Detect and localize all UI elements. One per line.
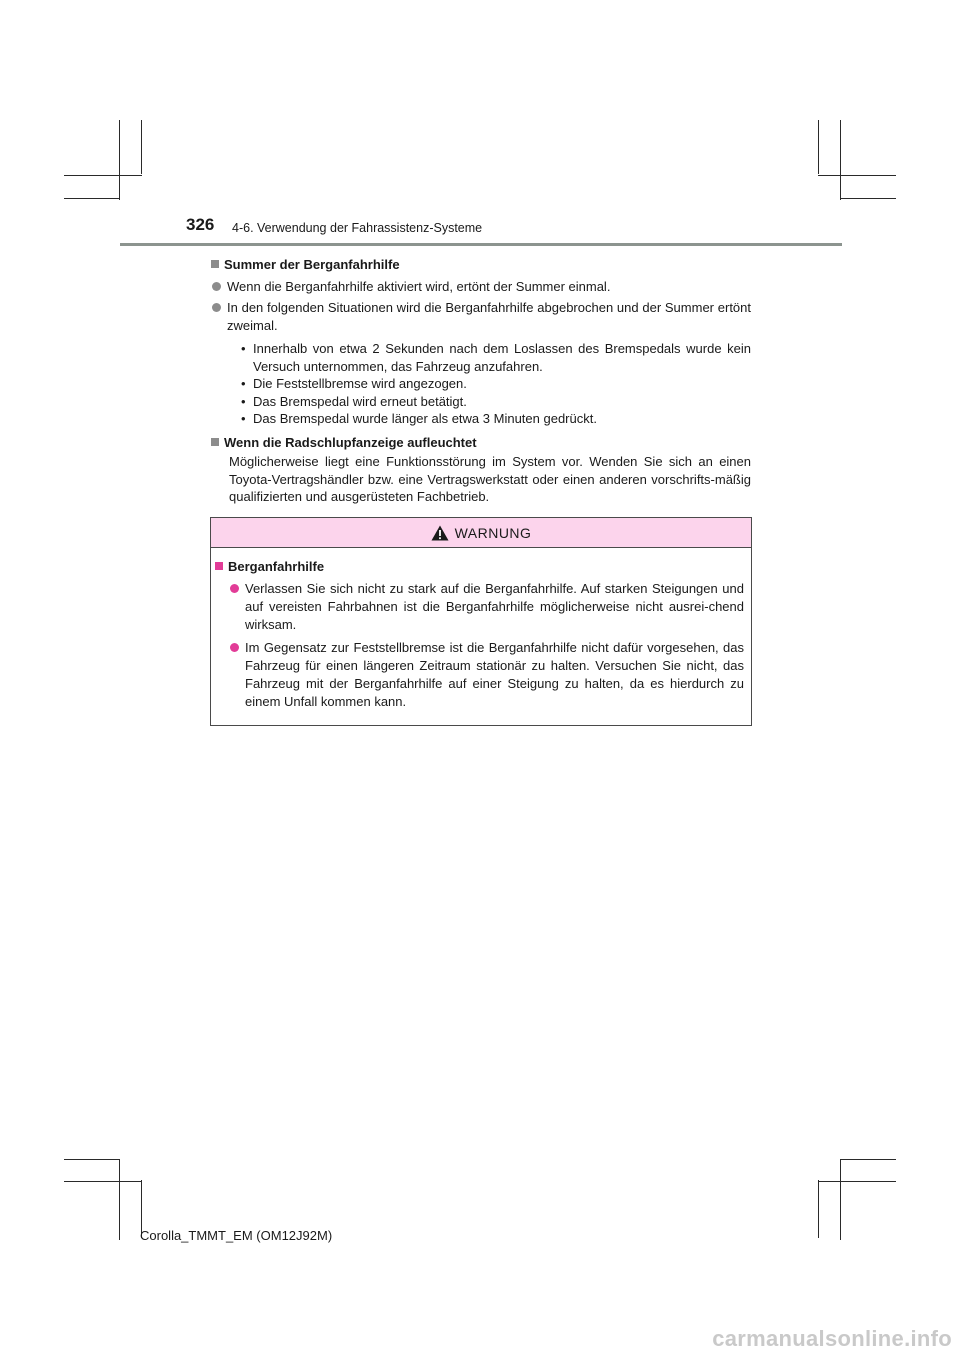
crop-mark bbox=[840, 1159, 896, 1160]
main-content bbox=[211, 256, 751, 506]
sub-list-item bbox=[241, 410, 751, 428]
dot-bullet-icon: • bbox=[241, 411, 246, 426]
section-heading bbox=[211, 434, 751, 452]
sub-list-item bbox=[241, 340, 751, 375]
warning-triangle-icon bbox=[431, 525, 449, 541]
footer-model-code: Corolla_TMMT_EM (OM12J92M) bbox=[140, 1228, 333, 1243]
section-title: 4-6. Verwendung der Fahrassistenz-Systeme bbox=[232, 221, 483, 235]
sub-list-item-text: Das Bremspedal wird erneut betätigt. bbox=[253, 393, 467, 409]
sub-list-item-text: Die Feststellbremse wird angezogen. bbox=[253, 376, 467, 391]
warning-heading bbox=[215, 558, 744, 576]
crop-mark bbox=[840, 1160, 841, 1240]
list-item-text: Wenn die Berganfahrhilfe aktiviert wird, ertönt der Summer einmal. bbox=[227, 278, 611, 294]
warning-header bbox=[211, 518, 751, 548]
watermark: carmanualsonline.info bbox=[712, 1326, 952, 1351]
sub-list-item bbox=[241, 393, 751, 411]
dot-bullet-icon: • bbox=[241, 393, 246, 409]
crop-mark bbox=[64, 1159, 120, 1160]
crop-mark bbox=[818, 175, 896, 176]
section-heading bbox=[211, 256, 751, 274]
crop-mark bbox=[119, 1160, 120, 1240]
warning-item-text: Verlassen Sie sich nicht zu stark auf die Berganfahrhilfe. Auf starken Steigungen und auf vereisten Fahrbahnen ist die Berganfahrhilfe möglicherweise nicht ausrei-chend wirksam. bbox=[245, 581, 744, 632]
section-heading-text: Summer der Berganfahrhilfe bbox=[224, 257, 400, 272]
dot-bullet-icon: • bbox=[241, 376, 246, 391]
sub-list-item-text: Das Bremspedal wurde länger als etwa 3 Minuten gedrückt. bbox=[253, 411, 597, 426]
warning-item bbox=[229, 639, 744, 711]
warning-body bbox=[211, 548, 751, 711]
section-paragraph: Möglicherweise liegt eine Funktionsstörung im System vor. Wenden Sie sich an einen Toyota-Vertragshändler bzw. eine Vertragswerkstatt oder einen anderen vorschrifts-mäßig qualifizierten und ausgerüsteten Fachbetrieb. bbox=[229, 454, 751, 504]
list-item-text: In den folgenden Situationen wird die Berganfahrhilfe abgebrochen und der Summer ertönt zweimal. bbox=[227, 300, 751, 333]
sub-list-item-text: Innerhalb von etwa 2 Sekunden nach dem Loslassen des Bremspedals wurde kein Versuch unternommen, das Fahrzeug anzufahren. bbox=[253, 341, 751, 374]
square-bullet-icon bbox=[211, 260, 219, 268]
section-heading-text: Wenn die Radschlupfanzeige aufleuchtet bbox=[224, 434, 477, 450]
warning-heading-text: Berganfahrhilfe bbox=[228, 559, 325, 574]
crop-mark bbox=[64, 1181, 142, 1182]
crop-mark bbox=[141, 120, 142, 174]
crop-mark bbox=[818, 1181, 896, 1182]
list-item bbox=[211, 299, 751, 334]
crop-mark bbox=[818, 1180, 819, 1238]
sub-list bbox=[241, 340, 751, 428]
page-number: 326 bbox=[186, 215, 215, 234]
square-bullet-icon bbox=[215, 562, 223, 570]
warning-item bbox=[229, 580, 744, 634]
crop-mark bbox=[119, 120, 120, 200]
header-rule bbox=[120, 243, 842, 246]
warning-box bbox=[210, 517, 752, 726]
dot-bullet-icon: • bbox=[241, 341, 246, 356]
crop-mark bbox=[818, 120, 819, 174]
sub-list-item bbox=[241, 375, 751, 393]
crop-mark bbox=[64, 198, 120, 199]
round-bullet-icon bbox=[230, 584, 239, 593]
round-bullet-icon bbox=[230, 643, 239, 652]
crop-mark bbox=[840, 198, 896, 199]
square-bullet-icon bbox=[211, 438, 219, 446]
crop-mark bbox=[64, 175, 142, 176]
list-item bbox=[211, 278, 751, 296]
warning-title: WARNUNG bbox=[454, 524, 532, 541]
warning-item-text: Im Gegensatz zur Feststellbremse ist die Berganfahrhilfe nicht dafür vorgesehen, das Fahrzeug für einen längeren Zeitraum stationär zu halten. Versuchen Sie nicht, das Fahrzeug mit der Berganfahrhilfe auf einer Steigung zu halten, da es hierdurch zu einem Unfall kommen kann. bbox=[245, 640, 744, 709]
crop-mark bbox=[840, 120, 841, 200]
round-bullet-icon bbox=[212, 303, 221, 312]
round-bullet-icon bbox=[212, 282, 221, 291]
